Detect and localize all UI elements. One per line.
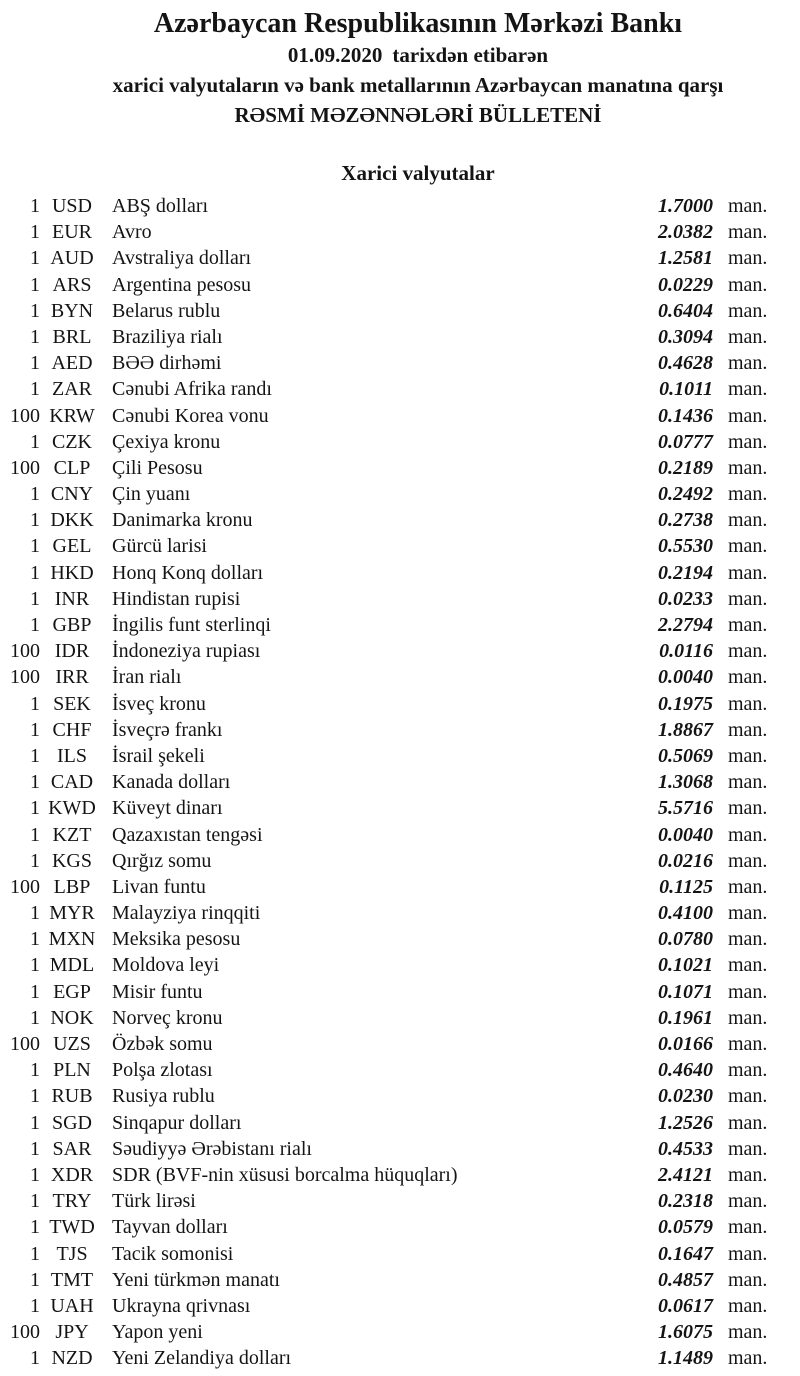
- row-unit-label: man.: [728, 692, 768, 715]
- row-currency-code: INR: [54, 587, 90, 610]
- row-quantity: 1: [30, 692, 40, 715]
- row-currency-name: Qırğız somu: [112, 849, 212, 872]
- row-quantity: 100: [10, 456, 40, 479]
- table-row: [0, 1031, 800, 1057]
- row-quantity: 1: [30, 299, 40, 322]
- row-unit-label: man.: [728, 221, 768, 244]
- table-row: [0, 1057, 800, 1083]
- row-rate-value: 1.2581: [658, 247, 713, 270]
- row-rate-value: 1.6075: [658, 1321, 713, 1344]
- row-rate-value: 0.0233: [658, 587, 713, 610]
- table-row: [0, 298, 800, 324]
- row-quantity: 1: [30, 221, 40, 244]
- row-currency-code: BRL: [52, 325, 92, 348]
- row-quantity: 1: [30, 1137, 40, 1160]
- row-currency-code: ZAR: [52, 378, 92, 401]
- row-currency-code: ILS: [57, 744, 87, 767]
- row-quantity: 100: [10, 1033, 40, 1055]
- row-currency-code: EGP: [53, 980, 91, 1003]
- row-currency-code: PLN: [53, 1059, 91, 1082]
- row-unit-label: man.: [728, 299, 768, 322]
- row-currency-code: XDR: [50, 1163, 94, 1186]
- row-rate-value: 0.0166: [658, 1033, 713, 1055]
- row-quantity: 1: [30, 1242, 40, 1265]
- row-currency-code: USD: [51, 195, 92, 217]
- row-currency-name: Qazaxıstan tengəsi: [112, 823, 263, 846]
- row-quantity: 1: [30, 587, 40, 610]
- table-row: [0, 455, 800, 481]
- table-row: [0, 900, 800, 926]
- row-unit-label: man.: [728, 797, 768, 820]
- row-currency-code: KGS: [51, 849, 92, 872]
- row-currency-name: Meksika pesosu: [112, 928, 241, 951]
- row-currency-name: Tacik somonisi: [112, 1242, 234, 1265]
- row-currency-name: Cənubi Afrika randı: [112, 378, 272, 401]
- row-rate-value: 0.4100: [658, 902, 713, 925]
- row-quantity: 1: [30, 1163, 40, 1186]
- row-quantity: 1: [30, 1347, 40, 1370]
- table-row: [0, 1293, 800, 1319]
- row-currency-name: Norveç kronu: [112, 1006, 223, 1029]
- table-row: [0, 691, 800, 717]
- row-rate-value: 0.1071: [658, 980, 713, 1003]
- row-rate-value: 0.6404: [658, 299, 713, 322]
- row-unit-label: man.: [728, 1347, 768, 1370]
- row-currency-name: Yeni türkmən manatı: [112, 1268, 280, 1291]
- table-row: [0, 533, 800, 559]
- row-quantity: 1: [30, 1059, 40, 1082]
- row-currency-name: Danimarka kronu: [112, 509, 253, 532]
- row-quantity: 1: [30, 980, 40, 1003]
- row-currency-name: Avstraliya dolları: [112, 247, 252, 270]
- row-quantity: 1: [30, 1085, 40, 1108]
- row-currency-name: İndoneziya rupiası: [112, 640, 261, 663]
- row-unit-label: man.: [728, 1242, 768, 1265]
- table-row: [0, 429, 800, 455]
- row-quantity: 1: [30, 273, 40, 296]
- row-unit-label: man.: [728, 666, 768, 689]
- row-rate-value: 1.3068: [658, 771, 713, 794]
- table-row: [0, 848, 800, 874]
- row-unit-label: man.: [728, 980, 768, 1003]
- bank-name-title: Azərbaycan Respublikasının Mərkəzi Bankı: [153, 8, 683, 39]
- row-currency-name: Yeni Zelandiya dolları: [112, 1347, 292, 1370]
- table-row: [0, 272, 800, 298]
- row-rate-value: 0.1975: [658, 692, 713, 715]
- table-row: [0, 245, 800, 271]
- row-rate-value: 0.0229: [658, 273, 713, 296]
- row-unit-label: man.: [728, 247, 768, 270]
- row-quantity: 1: [30, 352, 40, 375]
- table-row: [0, 822, 800, 848]
- row-rate-value: 0.4857: [658, 1268, 713, 1291]
- row-quantity: 1: [30, 771, 40, 794]
- bulletin-subtitle: xarici valyutaların və bank metallarının Azərbaycan manatına qarşı: [112, 73, 724, 97]
- row-unit-label: man.: [728, 404, 768, 427]
- table-row: [0, 1083, 800, 1109]
- row-currency-name: Özbək somu: [112, 1033, 213, 1055]
- row-unit-label: man.: [728, 561, 768, 584]
- table-row: [0, 350, 800, 376]
- row-rate-value: 0.0216: [658, 849, 713, 872]
- table-row: [0, 1188, 800, 1214]
- table-row: [0, 664, 800, 690]
- row-currency-name: Braziliya rialı: [112, 325, 223, 348]
- table-row: [0, 481, 800, 507]
- row-currency-code: UAH: [50, 1294, 94, 1317]
- row-currency-code: AUD: [50, 247, 94, 270]
- row-rate-value: 2.0382: [658, 221, 713, 244]
- row-rate-value: 0.5069: [658, 744, 713, 767]
- document-header: [0, 0, 800, 130]
- row-currency-name: Kanada dolları: [112, 771, 231, 794]
- row-rate-value: 0.1021: [658, 954, 713, 977]
- row-unit-label: man.: [728, 352, 768, 375]
- row-currency-code: GBP: [52, 614, 92, 636]
- row-currency-code: IDR: [54, 640, 90, 663]
- table-row: [0, 769, 800, 795]
- row-quantity: 1: [30, 483, 40, 506]
- row-rate-value: 0.2738: [658, 509, 713, 532]
- row-quantity: 1: [30, 195, 40, 217]
- rates-table: [0, 193, 800, 1371]
- row-rate-value: 0.0230: [658, 1085, 713, 1108]
- row-unit-label: man.: [728, 1111, 768, 1134]
- row-unit-label: man.: [728, 325, 768, 348]
- row-quantity: 100: [10, 404, 40, 427]
- row-quantity: 100: [10, 666, 40, 689]
- row-quantity: 100: [10, 1321, 40, 1344]
- table-row: [0, 795, 800, 821]
- row-quantity: 1: [30, 1216, 40, 1239]
- row-rate-value: 0.2194: [658, 561, 713, 584]
- row-unit-label: man.: [728, 1268, 768, 1291]
- row-quantity: 1: [30, 718, 40, 741]
- row-rate-value: 0.1125: [659, 875, 713, 898]
- row-unit-label: man.: [728, 587, 768, 610]
- table-row: [0, 193, 800, 219]
- row-quantity: 1: [30, 561, 40, 584]
- row-currency-code: CZK: [52, 430, 92, 453]
- row-currency-code: HKD: [50, 561, 94, 584]
- table-row: [0, 638, 800, 664]
- row-unit-label: man.: [728, 823, 768, 846]
- row-currency-name: Çexiya kronu: [112, 430, 221, 453]
- row-currency-name: İngilis funt sterlinqi: [112, 614, 271, 636]
- row-quantity: 1: [30, 823, 40, 846]
- bulletin-title: RƏSMİ MƏZƏNNƏLƏRİ BÜLLETENİ: [234, 103, 602, 127]
- row-rate-value: 1.1489: [658, 1347, 713, 1370]
- row-unit-label: man.: [728, 378, 768, 401]
- table-row: [0, 1319, 800, 1345]
- row-unit-label: man.: [728, 771, 768, 794]
- row-unit-label: man.: [728, 718, 768, 741]
- row-currency-name: Sinqapur dolları: [112, 1111, 242, 1134]
- table-row: [0, 926, 800, 952]
- row-currency-code: LBP: [53, 875, 91, 898]
- row-quantity: 1: [30, 849, 40, 872]
- row-rate-value: 1.7000: [658, 195, 713, 217]
- row-unit-label: man.: [728, 1033, 768, 1055]
- row-currency-code: KRW: [49, 404, 95, 427]
- row-quantity: 1: [30, 744, 40, 767]
- row-currency-code: BYN: [50, 299, 94, 322]
- row-currency-name: Cənubi Korea vonu: [112, 404, 269, 427]
- row-currency-name: Tayvan dolları: [112, 1216, 228, 1239]
- row-currency-name: Çili Pesosu: [112, 456, 203, 479]
- row-quantity: 1: [30, 535, 40, 558]
- row-rate-value: 0.0777: [658, 430, 713, 453]
- table-row: [0, 586, 800, 612]
- row-currency-name: Gürcü larisi: [112, 535, 207, 558]
- row-currency-code: MXN: [48, 928, 96, 951]
- row-quantity: 1: [30, 430, 40, 453]
- row-unit-label: man.: [728, 1216, 768, 1239]
- table-row: [0, 560, 800, 586]
- row-quantity: 1: [30, 1294, 40, 1317]
- row-unit-label: man.: [728, 744, 768, 767]
- table-row: [0, 1136, 800, 1162]
- row-quantity: 1: [30, 797, 40, 820]
- row-currency-code: MDL: [49, 954, 95, 977]
- row-quantity: 1: [30, 378, 40, 401]
- row-currency-code: SGD: [51, 1111, 92, 1134]
- row-currency-name: Ukrayna qrivnası: [112, 1294, 251, 1317]
- row-rate-value: 0.4640: [658, 1059, 713, 1082]
- effective-date: 01.09.2020: [287, 43, 383, 67]
- table-row: [0, 1005, 800, 1031]
- table-row: [0, 743, 800, 769]
- row-unit-label: man.: [728, 430, 768, 453]
- row-currency-code: RUB: [51, 1085, 93, 1108]
- effective-date-suffix: tarixdən etibarən: [392, 43, 549, 67]
- row-currency-code: TJS: [56, 1242, 88, 1265]
- row-quantity: 1: [30, 954, 40, 977]
- row-currency-code: KWD: [48, 797, 96, 820]
- table-row: [0, 1162, 800, 1188]
- table-row: [0, 403, 800, 429]
- row-quantity: 1: [30, 247, 40, 270]
- row-currency-code: TMT: [50, 1268, 94, 1291]
- table-row: [0, 979, 800, 1005]
- row-currency-code: NZD: [51, 1347, 93, 1370]
- row-currency-code: KZT: [52, 823, 92, 846]
- row-unit-label: man.: [728, 928, 768, 951]
- row-currency-name: Argentina pesosu: [112, 273, 252, 296]
- row-quantity: 1: [30, 1111, 40, 1134]
- table-row: [0, 376, 800, 402]
- row-rate-value: 0.4533: [658, 1137, 713, 1160]
- table-row: [0, 1214, 800, 1240]
- row-rate-value: 0.0617: [658, 1294, 713, 1317]
- row-unit-label: man.: [728, 1321, 768, 1344]
- row-rate-value: 0.1647: [658, 1242, 713, 1265]
- row-currency-code: ARS: [52, 273, 92, 296]
- row-currency-name: İsveç kronu: [112, 692, 206, 715]
- row-rate-value: 0.2492: [658, 483, 713, 506]
- row-rate-value: 0.0579: [658, 1216, 713, 1239]
- row-quantity: 1: [30, 614, 40, 636]
- row-currency-code: SAR: [52, 1137, 92, 1160]
- row-unit-label: man.: [728, 902, 768, 925]
- row-unit-label: man.: [728, 1137, 768, 1160]
- row-rate-value: 0.2189: [658, 456, 713, 479]
- row-unit-label: man.: [728, 509, 768, 532]
- row-unit-label: man.: [728, 954, 768, 977]
- row-unit-label: man.: [728, 614, 768, 636]
- row-currency-name: Küveyt dinarı: [112, 797, 223, 820]
- row-currency-code: SEK: [53, 692, 91, 715]
- row-rate-value: 0.3094: [658, 325, 713, 348]
- row-currency-name: Moldova leyi: [112, 954, 220, 977]
- row-currency-code: DKK: [50, 509, 94, 532]
- row-currency-name: Misir funtu: [112, 980, 203, 1003]
- row-currency-name: Belarus rublu: [112, 299, 221, 322]
- row-unit-label: man.: [728, 875, 768, 898]
- table-row: [0, 612, 800, 638]
- row-currency-code: CHF: [52, 718, 92, 741]
- row-quantity: 1: [30, 1190, 40, 1213]
- table-row: [0, 1345, 800, 1371]
- row-currency-name: Rusiya rublu: [112, 1085, 215, 1108]
- row-unit-label: man.: [728, 1163, 768, 1186]
- effective-date-line: [36, 40, 800, 70]
- row-unit-label: man.: [728, 849, 768, 872]
- row-currency-code: MYR: [49, 902, 95, 925]
- row-rate-value: 0.5530: [658, 535, 713, 558]
- row-currency-code: CAD: [50, 771, 94, 794]
- row-rate-value: 0.4628: [658, 352, 713, 375]
- row-rate-value: 2.4121: [658, 1163, 713, 1186]
- row-unit-label: man.: [728, 483, 768, 506]
- row-currency-name: SDR (BVF-nin xüsusi borcalma hüquqları): [112, 1163, 458, 1186]
- row-currency-code: TRY: [52, 1190, 92, 1213]
- row-rate-value: 0.0040: [658, 823, 713, 846]
- row-rate-value: 5.5716: [658, 797, 713, 820]
- row-unit-label: man.: [728, 535, 768, 558]
- table-row: [0, 874, 800, 900]
- row-rate-value: 0.0040: [658, 666, 713, 689]
- row-quantity: 100: [10, 640, 40, 663]
- row-currency-code: CNY: [50, 483, 94, 506]
- row-rate-value: 0.2318: [658, 1190, 713, 1213]
- row-unit-label: man.: [728, 195, 768, 217]
- row-currency-code: IRR: [55, 666, 89, 689]
- row-unit-label: man.: [728, 273, 768, 296]
- row-currency-code: GEL: [52, 535, 92, 558]
- row-quantity: 100: [10, 875, 40, 898]
- row-currency-name: Honq Konq dolları: [112, 561, 264, 584]
- row-currency-code: TWD: [49, 1216, 95, 1239]
- table-row: [0, 1110, 800, 1136]
- row-rate-value: 0.0116: [659, 640, 713, 663]
- row-quantity: 1: [30, 1006, 40, 1029]
- section-title-foreign-currencies: Xarici valyutalar: [341, 161, 495, 185]
- table-row: [0, 507, 800, 533]
- row-currency-name: Çin yuanı: [112, 483, 191, 506]
- row-quantity: 1: [30, 902, 40, 925]
- row-quantity: 1: [30, 509, 40, 532]
- row-rate-value: 1.2526: [658, 1111, 713, 1134]
- row-quantity: 1: [30, 325, 40, 348]
- row-rate-value: 0.1436: [658, 404, 713, 427]
- table-row: [0, 1267, 800, 1293]
- row-currency-name: Yapon yeni: [112, 1321, 203, 1344]
- row-currency-code: CLP: [53, 456, 91, 479]
- row-currency-name: Türk lirəsi: [112, 1190, 196, 1213]
- row-rate-value: 1.8867: [658, 718, 713, 741]
- row-currency-name: Malayziya rinqqiti: [112, 902, 261, 925]
- row-currency-name: ABŞ dolları: [112, 195, 209, 217]
- row-currency-name: İsveçrə frankı: [112, 718, 223, 741]
- row-unit-label: man.: [728, 1085, 768, 1108]
- row-unit-label: man.: [728, 1059, 768, 1082]
- row-unit-label: man.: [728, 1190, 768, 1213]
- table-row: [0, 952, 800, 978]
- row-quantity: 1: [30, 1268, 40, 1291]
- row-currency-name: BƏƏ dirhəmi: [112, 352, 222, 375]
- table-row: [0, 324, 800, 350]
- row-rate-value: 2.2794: [658, 614, 713, 636]
- table-row: [0, 717, 800, 743]
- row-currency-name: İsrail şekeli: [112, 744, 205, 767]
- row-unit-label: man.: [728, 1294, 768, 1317]
- row-currency-name: İran rialı: [112, 666, 182, 689]
- row-currency-name: Avro: [112, 221, 152, 244]
- row-unit-label: man.: [728, 640, 768, 663]
- row-rate-value: 0.1961: [658, 1006, 713, 1029]
- row-quantity: 1: [30, 928, 40, 951]
- row-rate-value: 0.1011: [659, 378, 713, 401]
- row-unit-label: man.: [728, 456, 768, 479]
- row-currency-name: Livan funtu: [112, 875, 206, 898]
- row-currency-name: Polşa zlotası: [112, 1059, 213, 1082]
- row-currency-code: AED: [51, 352, 93, 375]
- row-currency-code: UZS: [53, 1033, 91, 1055]
- table-row: [0, 1241, 800, 1267]
- row-unit-label: man.: [728, 1006, 768, 1029]
- row-currency-name: Səudiyyə Ərəbistanı rialı: [112, 1137, 312, 1160]
- row-currency-code: EUR: [52, 221, 92, 244]
- row-rate-value: 0.0780: [658, 928, 713, 951]
- row-currency-code: JPY: [55, 1321, 89, 1344]
- row-currency-code: NOK: [50, 1006, 94, 1029]
- row-currency-name: Hindistan rupisi: [112, 587, 241, 610]
- table-row: [0, 219, 800, 245]
